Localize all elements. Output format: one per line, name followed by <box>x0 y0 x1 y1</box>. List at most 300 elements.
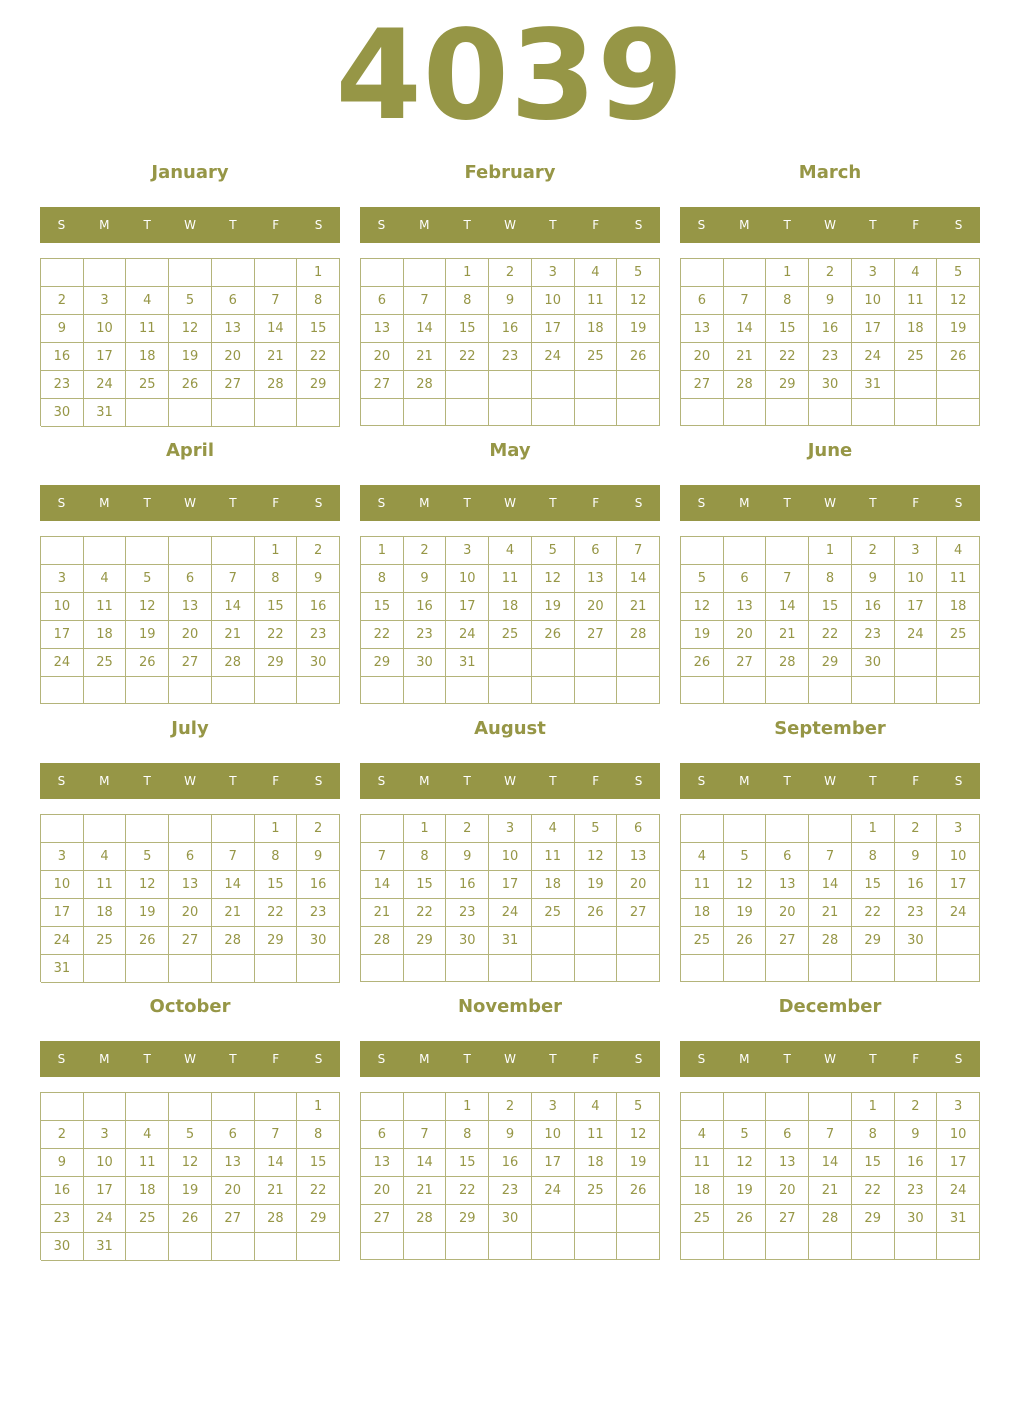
day-cell: 23 <box>297 899 340 927</box>
day-cell: 13 <box>212 1149 255 1177</box>
day-cell: 26 <box>681 649 724 677</box>
empty-cell <box>895 677 938 704</box>
empty-cell <box>212 1093 255 1121</box>
empty-cell <box>126 1233 169 1261</box>
empty-cell <box>852 1233 895 1260</box>
empty-cell <box>809 399 852 426</box>
day-cell: 15 <box>297 315 340 343</box>
day-cell: 28 <box>404 1205 447 1233</box>
day-cell: 13 <box>169 871 212 899</box>
weekday-label: S <box>377 496 386 510</box>
day-cell: 2 <box>895 1093 938 1121</box>
weekday-label: M <box>99 1052 110 1066</box>
day-cell: 23 <box>446 899 489 927</box>
day-cell: 14 <box>404 315 447 343</box>
day-cell: 6 <box>681 287 724 315</box>
empty-cell <box>575 1205 618 1233</box>
empty-cell <box>937 927 980 955</box>
day-cell: 24 <box>895 621 938 649</box>
weekday-label: T <box>143 774 151 788</box>
day-cell: 21 <box>255 1177 298 1205</box>
weekday-label: T <box>143 1052 151 1066</box>
empty-cell <box>681 259 724 287</box>
day-cell: 24 <box>532 1177 575 1205</box>
day-cell: 16 <box>895 1149 938 1177</box>
empty-cell <box>575 955 618 982</box>
day-cell: 18 <box>84 621 127 649</box>
day-cell: 31 <box>41 955 84 983</box>
weekday-label: W <box>504 1052 516 1066</box>
day-cell: 21 <box>212 621 255 649</box>
day-cell: 2 <box>41 287 84 315</box>
day-cell: 27 <box>169 649 212 677</box>
day-cell: 23 <box>404 621 447 649</box>
day-cell: 22 <box>297 1177 340 1205</box>
day-cell: 16 <box>852 593 895 621</box>
day-cell: 3 <box>41 565 84 593</box>
day-cell: 27 <box>681 371 724 399</box>
day-cell: 7 <box>404 287 447 315</box>
weekday-label: S <box>634 218 643 232</box>
day-cell: 4 <box>575 1093 618 1121</box>
day-cell: 27 <box>212 371 255 399</box>
day-cell: 14 <box>404 1149 447 1177</box>
weekday-label: T <box>783 774 791 788</box>
weekday-label: T <box>463 496 471 510</box>
day-grid <box>360 258 660 426</box>
empty-cell <box>255 399 298 427</box>
empty-cell <box>724 259 767 287</box>
empty-cell <box>361 399 404 426</box>
day-cell: 17 <box>937 871 980 899</box>
day-cell: 12 <box>617 287 660 315</box>
day-cell: 20 <box>169 899 212 927</box>
day-cell: 23 <box>895 899 938 927</box>
day-cell: 13 <box>212 315 255 343</box>
weekday-label: T <box>549 1052 557 1066</box>
day-cell: 6 <box>766 843 809 871</box>
empty-cell <box>41 259 84 287</box>
weekday-label: F <box>592 1052 600 1066</box>
day-cell: 1 <box>809 537 852 565</box>
day-cell: 25 <box>126 1205 169 1233</box>
day-cell: 11 <box>126 315 169 343</box>
day-cell: 16 <box>809 315 852 343</box>
day-cell: 17 <box>852 315 895 343</box>
empty-cell <box>404 259 447 287</box>
day-cell: 6 <box>575 537 618 565</box>
empty-cell <box>169 677 212 704</box>
weekday-label: T <box>143 218 151 232</box>
weekday-label: T <box>463 1052 471 1066</box>
weekday-label: S <box>697 1052 706 1066</box>
day-cell: 25 <box>937 621 980 649</box>
empty-cell <box>404 955 447 982</box>
weekday-label: S <box>57 774 66 788</box>
day-cell: 25 <box>895 343 938 371</box>
weekday-label: M <box>739 1052 750 1066</box>
empty-cell <box>212 1233 255 1261</box>
day-cell: 27 <box>724 649 767 677</box>
day-cell: 1 <box>297 1093 340 1121</box>
day-cell: 17 <box>895 593 938 621</box>
day-cell: 25 <box>84 927 127 955</box>
empty-cell <box>84 1093 127 1121</box>
day-cell: 11 <box>532 843 575 871</box>
day-cell: 13 <box>681 315 724 343</box>
empty-cell <box>212 259 255 287</box>
day-cell: 7 <box>255 1121 298 1149</box>
day-cell: 13 <box>617 843 660 871</box>
empty-cell <box>617 955 660 982</box>
day-cell: 25 <box>126 371 169 399</box>
day-cell: 18 <box>126 343 169 371</box>
day-cell: 5 <box>617 1093 660 1121</box>
day-cell: 12 <box>126 593 169 621</box>
day-cell: 25 <box>575 343 618 371</box>
day-cell: 31 <box>489 927 532 955</box>
empty-cell <box>895 1233 938 1260</box>
day-cell: 14 <box>724 315 767 343</box>
day-cell: 8 <box>255 843 298 871</box>
empty-cell <box>809 1093 852 1121</box>
day-cell: 30 <box>41 399 84 427</box>
day-cell: 9 <box>852 565 895 593</box>
day-cell: 30 <box>404 649 447 677</box>
day-cell: 4 <box>681 843 724 871</box>
day-cell: 2 <box>489 1093 532 1121</box>
weekday-label: M <box>99 218 110 232</box>
day-cell: 27 <box>766 927 809 955</box>
weekday-header <box>40 207 340 243</box>
day-cell: 1 <box>255 537 298 565</box>
empty-cell <box>809 815 852 843</box>
day-cell: 29 <box>297 371 340 399</box>
day-cell: 11 <box>681 1149 724 1177</box>
day-cell: 18 <box>126 1177 169 1205</box>
empty-cell <box>766 677 809 704</box>
day-cell: 8 <box>255 565 298 593</box>
year-title: 4039 <box>335 4 685 148</box>
day-cell: 29 <box>255 649 298 677</box>
day-cell: 6 <box>361 1121 404 1149</box>
empty-cell <box>532 955 575 982</box>
day-cell: 5 <box>169 287 212 315</box>
day-cell: 9 <box>297 843 340 871</box>
day-cell: 9 <box>489 287 532 315</box>
day-cell: 14 <box>255 315 298 343</box>
day-cell: 4 <box>681 1121 724 1149</box>
weekday-label: S <box>314 774 323 788</box>
day-cell: 25 <box>532 899 575 927</box>
day-cell: 13 <box>766 871 809 899</box>
day-cell: 28 <box>255 371 298 399</box>
day-cell: 30 <box>297 649 340 677</box>
weekday-header <box>40 1041 340 1077</box>
month-name: October <box>149 996 231 1017</box>
day-cell: 24 <box>852 343 895 371</box>
empty-cell <box>681 815 724 843</box>
day-cell: 7 <box>404 1121 447 1149</box>
day-cell: 3 <box>446 537 489 565</box>
empty-cell <box>766 399 809 426</box>
month-name: September <box>774 718 886 739</box>
day-cell: 3 <box>895 537 938 565</box>
day-cell: 9 <box>41 315 84 343</box>
day-grid <box>40 814 340 982</box>
day-cell: 4 <box>937 537 980 565</box>
empty-cell <box>169 1093 212 1121</box>
day-cell: 30 <box>489 1205 532 1233</box>
empty-cell <box>937 399 980 426</box>
day-cell: 7 <box>255 287 298 315</box>
day-cell: 1 <box>446 259 489 287</box>
day-cell: 6 <box>212 287 255 315</box>
empty-cell <box>84 955 127 983</box>
empty-cell <box>404 1233 447 1260</box>
day-cell: 18 <box>532 871 575 899</box>
day-cell: 26 <box>126 649 169 677</box>
empty-cell <box>169 399 212 427</box>
day-cell: 16 <box>41 343 84 371</box>
day-cell: 11 <box>575 287 618 315</box>
day-cell: 12 <box>532 565 575 593</box>
weekday-label: W <box>184 496 196 510</box>
day-cell: 10 <box>937 843 980 871</box>
day-cell: 29 <box>766 371 809 399</box>
day-cell: 19 <box>575 871 618 899</box>
weekday-label: M <box>419 218 430 232</box>
weekday-label: W <box>504 218 516 232</box>
empty-cell <box>489 677 532 704</box>
day-cell: 14 <box>617 565 660 593</box>
day-cell: 23 <box>895 1177 938 1205</box>
day-cell: 6 <box>361 287 404 315</box>
day-cell: 28 <box>212 649 255 677</box>
day-cell: 29 <box>446 1205 489 1233</box>
day-cell: 17 <box>41 899 84 927</box>
weekday-label: T <box>869 496 877 510</box>
empty-cell <box>446 399 489 426</box>
day-cell: 19 <box>617 315 660 343</box>
day-cell: 1 <box>297 259 340 287</box>
day-cell: 3 <box>852 259 895 287</box>
day-cell: 5 <box>169 1121 212 1149</box>
empty-cell <box>489 371 532 399</box>
day-cell: 4 <box>84 565 127 593</box>
day-cell: 3 <box>532 1093 575 1121</box>
day-cell: 20 <box>169 621 212 649</box>
month-name: May <box>489 440 531 461</box>
empty-cell <box>532 399 575 426</box>
day-cell: 12 <box>724 1149 767 1177</box>
day-cell: 29 <box>297 1205 340 1233</box>
day-cell: 12 <box>681 593 724 621</box>
day-cell: 20 <box>724 621 767 649</box>
day-cell: 13 <box>169 593 212 621</box>
weekday-label: S <box>697 496 706 510</box>
day-cell: 24 <box>937 899 980 927</box>
day-cell: 22 <box>766 343 809 371</box>
day-cell: 7 <box>617 537 660 565</box>
day-cell: 20 <box>212 343 255 371</box>
day-cell: 16 <box>895 871 938 899</box>
weekday-label: T <box>869 218 877 232</box>
day-cell: 30 <box>852 649 895 677</box>
day-cell: 1 <box>446 1093 489 1121</box>
day-cell: 21 <box>255 343 298 371</box>
empty-cell <box>809 955 852 982</box>
empty-cell <box>617 371 660 399</box>
empty-cell <box>766 537 809 565</box>
day-cell: 31 <box>852 371 895 399</box>
weekday-label: S <box>57 218 66 232</box>
weekday-header <box>680 207 980 243</box>
day-cell: 24 <box>446 621 489 649</box>
empty-cell <box>84 259 127 287</box>
day-cell: 12 <box>169 315 212 343</box>
weekday-label: T <box>783 218 791 232</box>
day-cell: 14 <box>361 871 404 899</box>
day-cell: 5 <box>724 843 767 871</box>
empty-cell <box>446 1233 489 1260</box>
day-cell: 30 <box>446 927 489 955</box>
day-cell: 10 <box>895 565 938 593</box>
day-cell: 4 <box>895 259 938 287</box>
day-cell: 26 <box>532 621 575 649</box>
weekday-label: F <box>272 774 280 788</box>
empty-cell <box>212 399 255 427</box>
day-cell: 21 <box>404 343 447 371</box>
day-cell: 12 <box>575 843 618 871</box>
day-cell: 21 <box>361 899 404 927</box>
day-cell: 17 <box>937 1149 980 1177</box>
empty-cell <box>404 1093 447 1121</box>
empty-cell <box>404 399 447 426</box>
empty-cell <box>809 1233 852 1260</box>
day-cell: 15 <box>446 1149 489 1177</box>
day-cell: 22 <box>852 1177 895 1205</box>
empty-cell <box>937 371 980 399</box>
day-cell: 18 <box>681 1177 724 1205</box>
day-cell: 8 <box>766 287 809 315</box>
day-cell: 22 <box>446 1177 489 1205</box>
day-cell: 5 <box>681 565 724 593</box>
day-cell: 14 <box>212 593 255 621</box>
day-cell: 23 <box>489 343 532 371</box>
day-cell: 6 <box>169 565 212 593</box>
day-cell: 1 <box>361 537 404 565</box>
day-cell: 15 <box>361 593 404 621</box>
day-cell: 25 <box>489 621 532 649</box>
empty-cell <box>361 1093 404 1121</box>
day-cell: 4 <box>489 537 532 565</box>
day-cell: 16 <box>489 315 532 343</box>
day-cell: 18 <box>681 899 724 927</box>
weekday-label: M <box>739 496 750 510</box>
day-grid <box>40 258 340 426</box>
day-cell: 23 <box>41 371 84 399</box>
empty-cell <box>532 371 575 399</box>
day-grid <box>360 814 660 982</box>
day-cell: 21 <box>212 899 255 927</box>
empty-cell <box>852 399 895 426</box>
weekday-label: M <box>739 774 750 788</box>
weekday-label: T <box>549 496 557 510</box>
empty-cell <box>766 1093 809 1121</box>
day-cell: 3 <box>937 1093 980 1121</box>
day-cell: 2 <box>489 259 532 287</box>
day-cell: 30 <box>297 927 340 955</box>
empty-cell <box>297 1233 340 1261</box>
weekday-label: T <box>869 774 877 788</box>
empty-cell <box>446 677 489 704</box>
day-cell: 24 <box>41 927 84 955</box>
day-cell: 22 <box>852 899 895 927</box>
day-cell: 16 <box>41 1177 84 1205</box>
day-cell: 28 <box>404 371 447 399</box>
day-cell: 10 <box>852 287 895 315</box>
empty-cell <box>446 371 489 399</box>
day-cell: 10 <box>84 315 127 343</box>
empty-cell <box>937 649 980 677</box>
empty-cell <box>681 537 724 565</box>
empty-cell <box>41 815 84 843</box>
weekday-label: W <box>824 496 836 510</box>
weekday-label: M <box>419 496 430 510</box>
weekday-label: F <box>272 218 280 232</box>
day-cell: 25 <box>681 927 724 955</box>
day-grid <box>360 1092 660 1260</box>
empty-cell <box>297 677 340 704</box>
day-cell: 23 <box>41 1205 84 1233</box>
empty-cell <box>126 259 169 287</box>
day-cell: 2 <box>852 537 895 565</box>
day-cell: 4 <box>126 287 169 315</box>
weekday-label: W <box>184 774 196 788</box>
day-cell: 19 <box>169 343 212 371</box>
day-cell: 1 <box>766 259 809 287</box>
empty-cell <box>212 955 255 983</box>
empty-cell <box>681 399 724 426</box>
day-cell: 16 <box>446 871 489 899</box>
day-cell: 6 <box>169 843 212 871</box>
day-cell: 8 <box>852 843 895 871</box>
empty-cell <box>575 371 618 399</box>
empty-cell <box>575 927 618 955</box>
weekday-label: S <box>954 496 963 510</box>
empty-cell <box>361 955 404 982</box>
weekday-header <box>680 1041 980 1077</box>
empty-cell <box>489 399 532 426</box>
day-cell: 26 <box>169 371 212 399</box>
empty-cell <box>169 815 212 843</box>
empty-cell <box>169 955 212 983</box>
empty-cell <box>937 955 980 982</box>
day-grid <box>680 1092 980 1260</box>
day-grid <box>40 1092 340 1260</box>
day-cell: 29 <box>361 649 404 677</box>
empty-cell <box>212 815 255 843</box>
day-cell: 20 <box>617 871 660 899</box>
weekday-label: T <box>549 218 557 232</box>
empty-cell <box>681 955 724 982</box>
weekday-label: F <box>592 774 600 788</box>
weekday-label: W <box>824 218 836 232</box>
weekday-label: S <box>377 774 386 788</box>
day-cell: 27 <box>361 1205 404 1233</box>
empty-cell <box>617 927 660 955</box>
